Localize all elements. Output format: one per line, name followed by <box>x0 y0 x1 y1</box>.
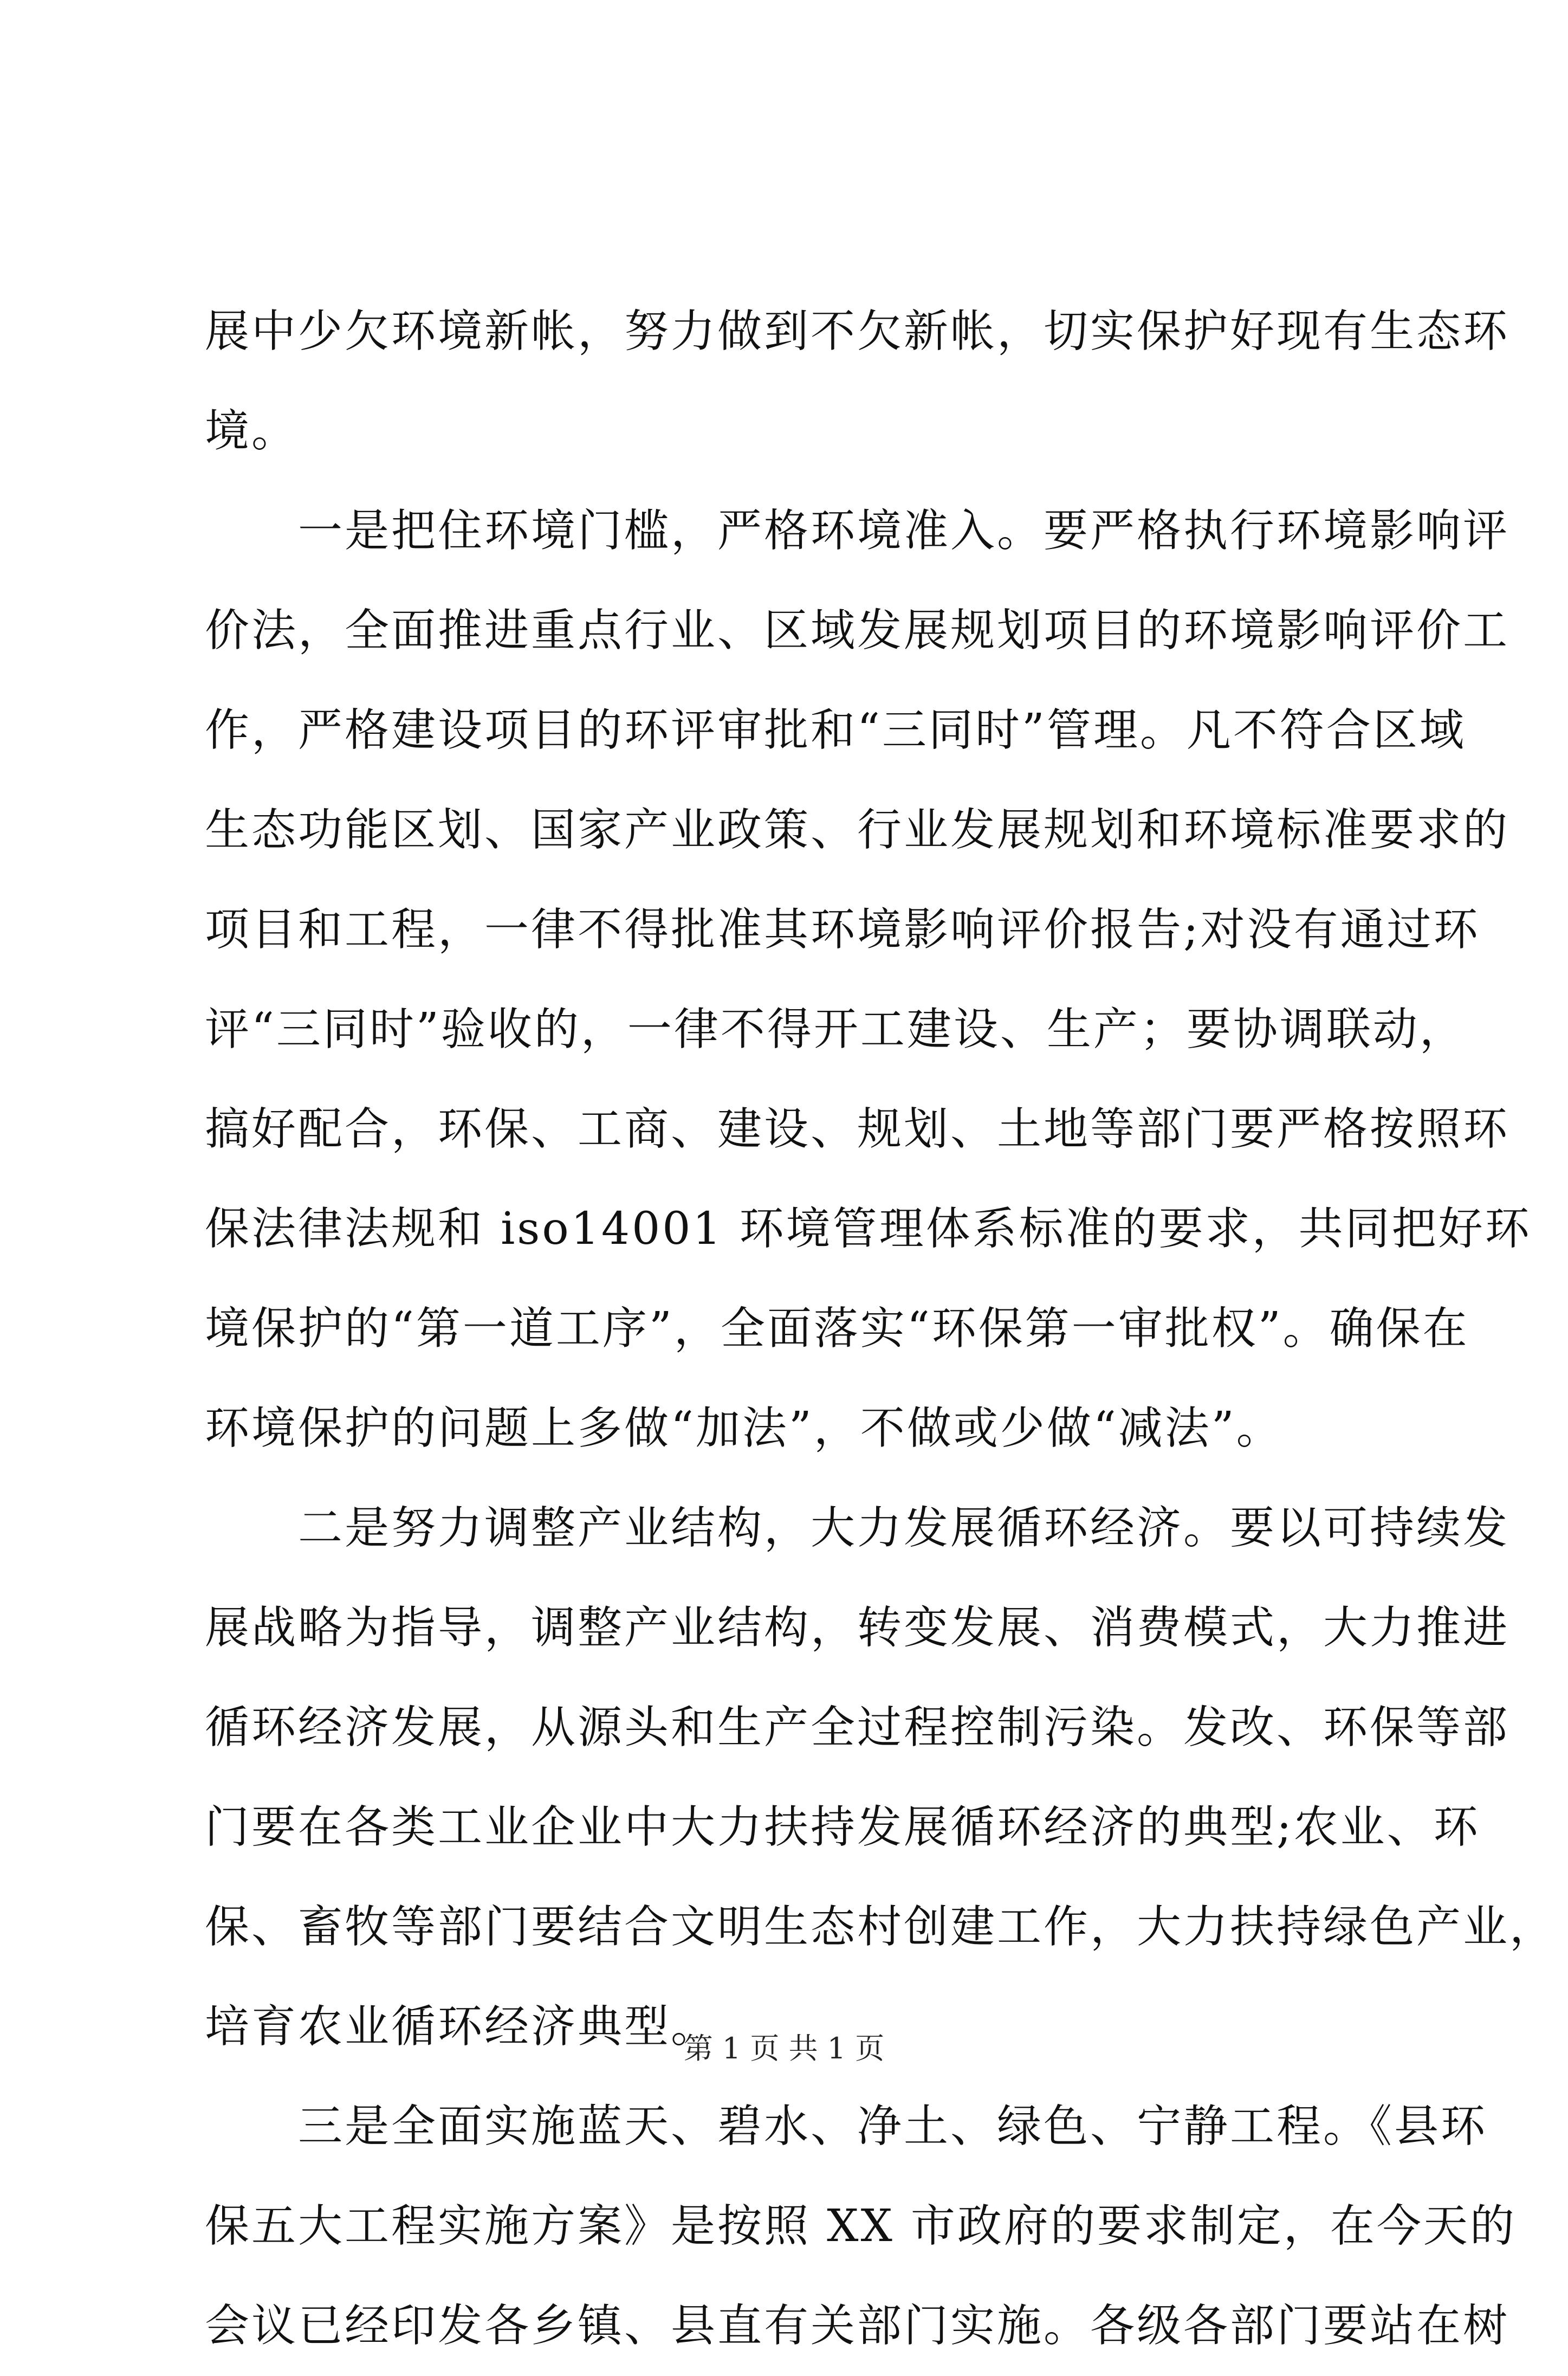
text-line: 环境保护的问题上多做“加法”，不做或少做“减法”。 <box>205 1403 1283 1454</box>
text-line: 培育农业循环经济典型。 <box>205 2001 718 2052</box>
text-line: 保法律法规和 iso14001 环境管理体系标准的要求，共同把好环 <box>205 1203 1532 1255</box>
text-line: 会议已经印发各乡镇、县直有关部门实施。各级各部门要站在树 <box>205 2300 1510 2352</box>
text-line: 门要在各类工业企业中大力扶持发展循环经济的典型;农业、环 <box>205 1802 1480 1853</box>
paragraph-start-line: 三是全面实施蓝天、碧水、净土、绿色、宁静工程。《县环 <box>298 2101 1488 2152</box>
text-line: 境保护的“第一道工序”，全面落实“环保第一审批权”。确保在 <box>205 1303 1469 1354</box>
page-number-footer: 第 1 页 共 1 页 <box>683 2031 885 2065</box>
text-line: 展中少欠环境新帐，努力做到不欠新帐，切实保护好现有生态环 <box>205 306 1510 357</box>
text-line: 价法，全面推进重点行业、区域发展规划项目的环境影响评价工 <box>205 605 1510 656</box>
text-line: 评“三同时”验收的，一律不得开工建设、生产；要协调联动， <box>205 1004 1466 1055</box>
text-line: 循环经济发展，从源头和生产全过程控制污染。发改、环保等部 <box>205 1702 1510 1753</box>
text-line: 境。 <box>205 405 299 457</box>
text-line: 项目和工程，一律不得批准其环境影响评价报告;对没有通过环 <box>205 904 1480 955</box>
text-line: 保、畜牧等部门要结合文明生态村创建工作，大力扶持绿色产业， <box>205 1901 1557 1953</box>
text-line: 搞好配合，环保、工商、建设、规划、土地等部门要严格按照环 <box>205 1103 1510 1155</box>
paragraph-start-line: 二是努力调整产业结构，大力发展循环经济。要以可持续发 <box>298 1502 1510 1554</box>
text-line: 展战略为指导，调整产业结构，转变发展、消费模式，大力推进 <box>205 1602 1510 1654</box>
paragraph-start-line: 一是把住环境门槛，严格环境准入。要严格执行环境影响评 <box>298 505 1510 557</box>
text-line: 保五大工程实施方案》是按照 XX 市政府的要求制定，在今天的 <box>205 2200 1517 2252</box>
text-line: 作，严格建设项目的环评审批和“三同时”管理。凡不符合区域 <box>205 705 1466 756</box>
text-line: 生态功能区划、国家产业政策、行业发展规划和环境标准要求的 <box>205 804 1510 856</box>
